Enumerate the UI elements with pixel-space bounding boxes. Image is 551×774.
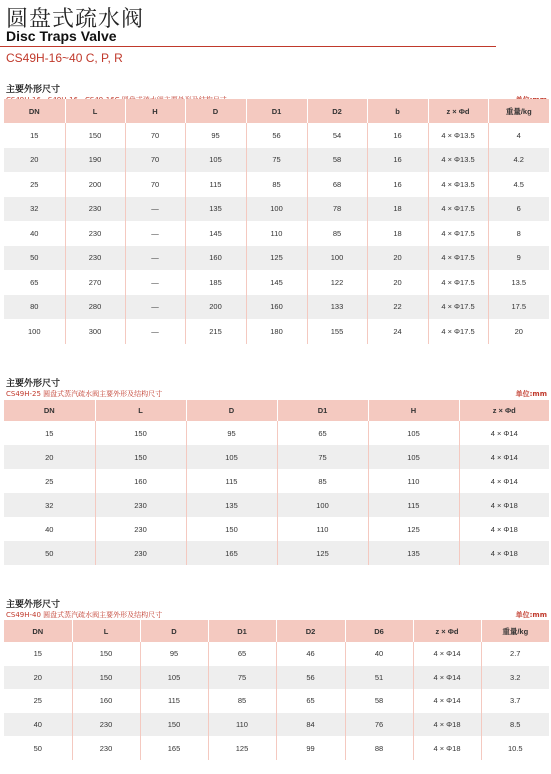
table-row bbox=[4, 319, 549, 344]
table-cell: 2.7 bbox=[481, 642, 549, 666]
column-header: DN bbox=[4, 620, 72, 642]
table-cell: 56 bbox=[246, 123, 307, 148]
table-cell: 155 bbox=[307, 319, 367, 344]
table-header-row bbox=[4, 400, 549, 421]
table-cell: 85 bbox=[277, 469, 368, 493]
table-cell: 4.2 bbox=[488, 148, 549, 173]
column-header: D bbox=[185, 99, 246, 123]
table-cell: 15 bbox=[4, 123, 65, 148]
table-cell: 24 bbox=[367, 319, 428, 344]
table-cell: 100 bbox=[277, 493, 368, 517]
table-cell: 110 bbox=[368, 469, 459, 493]
section-title: 主要外形尺寸 bbox=[6, 379, 61, 389]
table-cell: — bbox=[125, 319, 185, 344]
table-cell: 100 bbox=[246, 197, 307, 222]
table-row bbox=[4, 197, 549, 222]
table-cell: 58 bbox=[307, 148, 367, 173]
table-cell: 13.5 bbox=[488, 270, 549, 295]
table-cell: 135 bbox=[368, 541, 459, 565]
table-cell: 4.5 bbox=[488, 172, 549, 197]
table-cell: 22 bbox=[367, 295, 428, 320]
table-cell: 40 bbox=[4, 221, 65, 246]
column-header: D1 bbox=[277, 400, 368, 421]
table-cell: 4 × Φ13.5 bbox=[428, 148, 488, 173]
column-header: H bbox=[368, 400, 459, 421]
column-header: D2 bbox=[276, 620, 345, 642]
table-cell: 160 bbox=[72, 689, 140, 713]
table-row bbox=[4, 172, 549, 197]
page-title-english: Disc Traps Valve bbox=[6, 28, 117, 44]
table-cell: 4 × Φ13.5 bbox=[428, 123, 488, 148]
table-cell: 15 bbox=[4, 421, 95, 445]
table-cell: 4 × Φ17.5 bbox=[428, 221, 488, 246]
table-cell: 4 × Φ14 bbox=[413, 689, 481, 713]
table-cell: 4 × Φ14 bbox=[459, 469, 549, 493]
table-cell: 145 bbox=[185, 221, 246, 246]
table-cell: 4 × Φ18 bbox=[413, 736, 481, 760]
dimensions-table-25 bbox=[4, 400, 549, 565]
table-cell: 65 bbox=[208, 642, 276, 666]
table-cell: 230 bbox=[95, 517, 186, 541]
table-cell: 230 bbox=[65, 221, 125, 246]
column-header: D bbox=[140, 620, 208, 642]
column-header: D2 bbox=[307, 99, 367, 123]
table-cell: 10.5 bbox=[481, 736, 549, 760]
table-cell: 4 bbox=[488, 123, 549, 148]
table-cell: 20 bbox=[4, 445, 95, 469]
table-cell: 9 bbox=[488, 246, 549, 271]
table-cell: 4 × Φ14 bbox=[413, 642, 481, 666]
table-cell: 18 bbox=[367, 221, 428, 246]
table-cell: 70 bbox=[125, 148, 185, 173]
column-header: L bbox=[95, 400, 186, 421]
table-cell: 215 bbox=[185, 319, 246, 344]
table-cell: 84 bbox=[276, 713, 345, 737]
table-cell: 150 bbox=[140, 713, 208, 737]
table-cell: 165 bbox=[186, 541, 277, 565]
table-cell: 230 bbox=[95, 493, 186, 517]
column-header: z × Φd bbox=[413, 620, 481, 642]
table-cell: 105 bbox=[368, 421, 459, 445]
section-title: 主要外形尺寸 bbox=[6, 600, 61, 610]
table-cell: 70 bbox=[125, 172, 185, 197]
table-row bbox=[4, 270, 549, 295]
table-cell: 4 × Φ17.5 bbox=[428, 270, 488, 295]
table-cell: 20 bbox=[488, 319, 549, 344]
column-header: DN bbox=[4, 99, 65, 123]
table-cell: 150 bbox=[72, 666, 140, 690]
table-cell: 75 bbox=[277, 445, 368, 469]
table-cell: 230 bbox=[65, 197, 125, 222]
table-cell: 80 bbox=[4, 295, 65, 320]
table-cell: 20 bbox=[4, 148, 65, 173]
model-number: CS49H-16~40 C, P, R bbox=[6, 51, 123, 65]
section-title: 主要外形尺寸 bbox=[6, 85, 61, 95]
table-row bbox=[4, 148, 549, 173]
table-cell: 160 bbox=[95, 469, 186, 493]
section-subtitle: CS49H-25 圆盘式蒸汽疏水阀主要外形及结构尺寸 bbox=[6, 390, 163, 398]
table-cell: 200 bbox=[185, 295, 246, 320]
table-cell: 105 bbox=[186, 445, 277, 469]
table-row bbox=[4, 713, 549, 737]
table-cell: 32 bbox=[4, 493, 95, 517]
table-cell: 150 bbox=[72, 642, 140, 666]
table-cell: 115 bbox=[368, 493, 459, 517]
table-cell: 110 bbox=[246, 221, 307, 246]
table-cell: 15 bbox=[4, 642, 72, 666]
table-cell: 20 bbox=[4, 666, 72, 690]
table-cell: 32 bbox=[4, 197, 65, 222]
table-cell: 18 bbox=[367, 197, 428, 222]
table-cell: 4 × Φ17.5 bbox=[428, 295, 488, 320]
table-cell: 58 bbox=[345, 689, 413, 713]
table-cell: 95 bbox=[185, 123, 246, 148]
table-cell: 65 bbox=[4, 270, 65, 295]
column-header: z × Φd bbox=[428, 99, 488, 123]
column-header: D6 bbox=[345, 620, 413, 642]
dimensions-table-40 bbox=[4, 620, 549, 760]
table-cell: 125 bbox=[208, 736, 276, 760]
table-cell: 200 bbox=[65, 172, 125, 197]
table-cell: 4 × Φ13.5 bbox=[428, 172, 488, 197]
table-cell: — bbox=[125, 295, 185, 320]
table-cell: 122 bbox=[307, 270, 367, 295]
table-cell: 75 bbox=[208, 666, 276, 690]
table-cell: 40 bbox=[4, 517, 95, 541]
table-cell: 185 bbox=[185, 270, 246, 295]
table-cell: 4 × Φ18 bbox=[413, 713, 481, 737]
table-cell: 4 × Φ14 bbox=[459, 421, 549, 445]
table-cell: 51 bbox=[345, 666, 413, 690]
table-cell: — bbox=[125, 246, 185, 271]
table-row bbox=[4, 736, 549, 760]
table-cell: 54 bbox=[307, 123, 367, 148]
table-row bbox=[4, 421, 549, 445]
table-cell: 160 bbox=[246, 295, 307, 320]
column-header: D1 bbox=[246, 99, 307, 123]
table-header-row bbox=[4, 620, 549, 642]
table-cell: 40 bbox=[4, 713, 72, 737]
table-cell: 115 bbox=[185, 172, 246, 197]
table-cell: 230 bbox=[72, 713, 140, 737]
table-cell: 46 bbox=[276, 642, 345, 666]
table-cell: 50 bbox=[4, 246, 65, 271]
table-cell: 100 bbox=[307, 246, 367, 271]
table-cell: 115 bbox=[186, 469, 277, 493]
table-row bbox=[4, 642, 549, 666]
table-cell: 95 bbox=[186, 421, 277, 445]
dimensions-table-16 bbox=[4, 99, 549, 344]
table-cell: 85 bbox=[246, 172, 307, 197]
table-cell: 3.2 bbox=[481, 666, 549, 690]
table-cell: 25 bbox=[4, 469, 95, 493]
table-cell: 125 bbox=[277, 541, 368, 565]
table-row bbox=[4, 221, 549, 246]
table-cell: 88 bbox=[345, 736, 413, 760]
table-row bbox=[4, 445, 549, 469]
table-cell: 133 bbox=[307, 295, 367, 320]
table-header-row bbox=[4, 99, 549, 123]
table-cell: 85 bbox=[208, 689, 276, 713]
table-cell: 105 bbox=[368, 445, 459, 469]
table-cell: 125 bbox=[368, 517, 459, 541]
table-cell: 20 bbox=[367, 270, 428, 295]
table-cell: 70 bbox=[125, 123, 185, 148]
table-cell: 20 bbox=[367, 246, 428, 271]
table-cell: 50 bbox=[4, 541, 95, 565]
table-cell: 150 bbox=[65, 123, 125, 148]
table-cell: 105 bbox=[140, 666, 208, 690]
table-cell: 4 × Φ17.5 bbox=[428, 197, 488, 222]
table-cell: 230 bbox=[65, 246, 125, 271]
table-row bbox=[4, 689, 549, 713]
table-cell: — bbox=[125, 221, 185, 246]
table-cell: 17.5 bbox=[488, 295, 549, 320]
table-cell: 85 bbox=[307, 221, 367, 246]
table-cell: 56 bbox=[276, 666, 345, 690]
table-cell: 4 × Φ17.5 bbox=[428, 246, 488, 271]
table-row bbox=[4, 517, 549, 541]
table-cell: 4 × Φ17.5 bbox=[428, 319, 488, 344]
table-cell: 105 bbox=[185, 148, 246, 173]
table-cell: 16 bbox=[367, 148, 428, 173]
table-cell: 270 bbox=[65, 270, 125, 295]
table-cell: 110 bbox=[277, 517, 368, 541]
table-cell: 4 × Φ18 bbox=[459, 541, 549, 565]
table-cell: 160 bbox=[185, 246, 246, 271]
table-row bbox=[4, 469, 549, 493]
column-header: H bbox=[125, 99, 185, 123]
title-divider bbox=[0, 46, 496, 47]
table-cell: 165 bbox=[140, 736, 208, 760]
table-cell: — bbox=[125, 197, 185, 222]
table-cell: 6 bbox=[488, 197, 549, 222]
table-cell: 180 bbox=[246, 319, 307, 344]
table-cell: 4 × Φ18 bbox=[459, 493, 549, 517]
column-header: D bbox=[186, 400, 277, 421]
table-cell: 135 bbox=[186, 493, 277, 517]
table-cell: 8 bbox=[488, 221, 549, 246]
table-cell: 16 bbox=[367, 123, 428, 148]
table-cell: 25 bbox=[4, 172, 65, 197]
table-cell: 65 bbox=[276, 689, 345, 713]
table-cell: 125 bbox=[246, 246, 307, 271]
table-row bbox=[4, 666, 549, 690]
table-cell: 300 bbox=[65, 319, 125, 344]
table-cell: 3.7 bbox=[481, 689, 549, 713]
unit-label: 单位:mm bbox=[515, 611, 547, 619]
table-cell: 76 bbox=[345, 713, 413, 737]
table-cell: 150 bbox=[95, 421, 186, 445]
table-cell: 4 × Φ18 bbox=[459, 517, 549, 541]
table-cell: 230 bbox=[95, 541, 186, 565]
table-cell: 78 bbox=[307, 197, 367, 222]
table-cell: 16 bbox=[367, 172, 428, 197]
table-cell: 68 bbox=[307, 172, 367, 197]
table-row bbox=[4, 246, 549, 271]
section-subtitle: CS49H-40 圆盘式蒸汽疏水阀主要外形及结构尺寸 bbox=[6, 611, 163, 619]
column-header: L bbox=[72, 620, 140, 642]
table-cell: 40 bbox=[345, 642, 413, 666]
table-cell: 150 bbox=[95, 445, 186, 469]
table-cell: 190 bbox=[65, 148, 125, 173]
table-cell: 150 bbox=[186, 517, 277, 541]
table-cell: 99 bbox=[276, 736, 345, 760]
table-cell: 50 bbox=[4, 736, 72, 760]
table-cell: 95 bbox=[140, 642, 208, 666]
column-header: z × Φd bbox=[459, 400, 549, 421]
table-row bbox=[4, 295, 549, 320]
column-header: L bbox=[65, 99, 125, 123]
table-cell: 8.5 bbox=[481, 713, 549, 737]
column-header: b bbox=[367, 99, 428, 123]
table-cell: 280 bbox=[65, 295, 125, 320]
column-header: D1 bbox=[208, 620, 276, 642]
table-cell: 115 bbox=[140, 689, 208, 713]
table-cell: — bbox=[125, 270, 185, 295]
table-row bbox=[4, 123, 549, 148]
table-row bbox=[4, 493, 549, 517]
table-row bbox=[4, 541, 549, 565]
table-cell: 230 bbox=[72, 736, 140, 760]
table-cell: 145 bbox=[246, 270, 307, 295]
table-cell: 110 bbox=[208, 713, 276, 737]
column-header: 重量/kg bbox=[488, 99, 549, 123]
page-title: 圆盘式疏水阀 bbox=[6, 7, 145, 32]
table-cell: 65 bbox=[277, 421, 368, 445]
table-cell: 4 × Φ14 bbox=[459, 445, 549, 469]
column-header: 重量/kg bbox=[481, 620, 549, 642]
table-cell: 25 bbox=[4, 689, 72, 713]
table-cell: 4 × Φ14 bbox=[413, 666, 481, 690]
unit-label: 单位:mm bbox=[515, 390, 547, 398]
table-cell: 100 bbox=[4, 319, 65, 344]
table-cell: 75 bbox=[246, 148, 307, 173]
table-cell: 135 bbox=[185, 197, 246, 222]
column-header: DN bbox=[4, 400, 95, 421]
